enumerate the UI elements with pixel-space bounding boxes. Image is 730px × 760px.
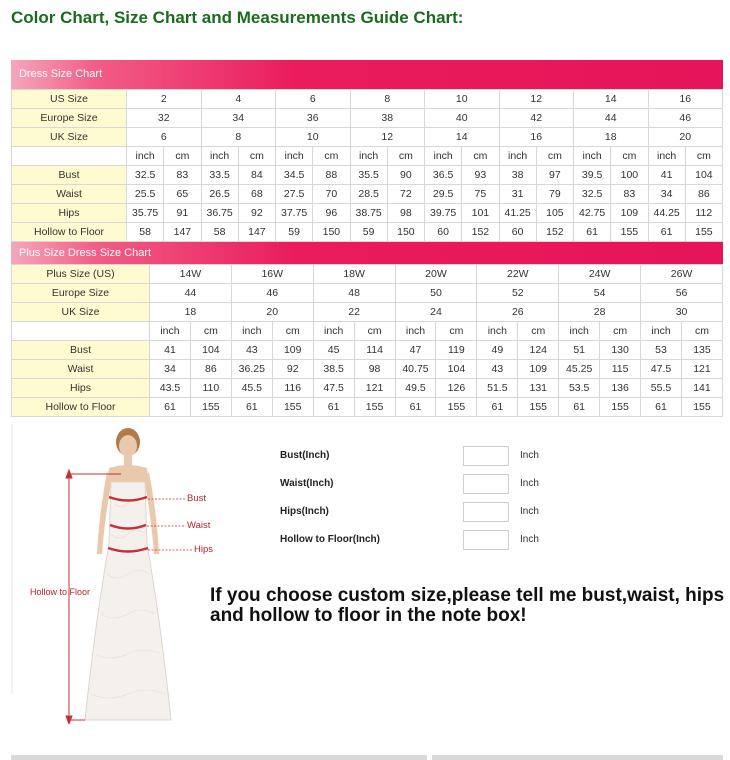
row-label: Hips — [12, 379, 150, 398]
value-cell: 90 — [387, 166, 424, 185]
unit-cell: cm — [313, 147, 350, 166]
bust-field-label: Bust(Inch) — [280, 450, 330, 461]
size-cell: 26W — [641, 265, 723, 284]
table-row — [12, 341, 723, 360]
custom-size-note: If you choose custom size,please tell me bust,waist, hips and hollow to floor in the note box! — [210, 585, 725, 626]
row-label: UK Size — [12, 128, 127, 147]
unit-cell: inch — [395, 322, 436, 341]
size-cell: 8 — [350, 90, 425, 109]
value-cell: 115 — [600, 360, 641, 379]
value-cell: 60 — [499, 223, 536, 242]
value-cell: 38.75 — [350, 204, 387, 223]
size-cell: 6 — [127, 128, 202, 147]
value-cell: 88 — [313, 166, 350, 185]
unit-cell: inch — [559, 322, 600, 341]
table-row — [12, 398, 723, 417]
value-cell: 79 — [536, 185, 573, 204]
value-cell: 96 — [313, 204, 350, 223]
value-cell: 147 — [164, 223, 201, 242]
table-row — [12, 166, 723, 185]
size-cell: 16 — [648, 90, 723, 109]
value-cell: 104 — [685, 166, 722, 185]
units-row — [12, 147, 723, 166]
size-cell: 8 — [201, 128, 276, 147]
value-cell: 131 — [518, 379, 559, 398]
value-cell: 47.5 — [641, 360, 682, 379]
size-cell: 54 — [559, 284, 641, 303]
unit-cell: cm — [611, 147, 648, 166]
value-cell: 47.5 — [313, 379, 354, 398]
row-label: Europe Size — [12, 284, 150, 303]
value-cell: 51 — [559, 341, 600, 360]
value-cell: 121 — [354, 379, 395, 398]
size-cell: 46 — [648, 109, 723, 128]
unit-cell: cm — [164, 147, 201, 166]
plus-chart-title: Plus Size Dress Size Chart — [11, 242, 723, 264]
value-cell: 119 — [436, 341, 477, 360]
table-row — [12, 90, 723, 109]
size-cell: 16 — [499, 128, 574, 147]
value-cell: 126 — [436, 379, 477, 398]
value-cell: 41 — [150, 341, 191, 360]
value-cell: 47 — [395, 341, 436, 360]
value-cell: 36.5 — [425, 166, 462, 185]
value-cell: 130 — [600, 341, 641, 360]
waist-field-label: Waist(Inch) — [280, 478, 334, 489]
value-cell: 91 — [164, 204, 201, 223]
value-cell: 40.75 — [395, 360, 436, 379]
value-cell: 61 — [641, 398, 682, 417]
value-cell: 116 — [272, 379, 313, 398]
value-cell: 43.5 — [150, 379, 191, 398]
hips-unit: Inch — [520, 506, 539, 517]
hollow-input[interactable] — [463, 530, 509, 550]
value-cell: 32.5 — [127, 166, 164, 185]
value-cell: 101 — [462, 204, 499, 223]
value-cell: 61 — [574, 223, 611, 242]
value-cell: 41 — [648, 166, 685, 185]
value-cell: 44.25 — [648, 204, 685, 223]
value-cell: 109 — [611, 204, 648, 223]
size-cell: 10 — [276, 128, 351, 147]
value-cell: 35.75 — [127, 204, 164, 223]
hips-field-label: Hips(Inch) — [280, 506, 329, 517]
value-cell: 36.25 — [231, 360, 272, 379]
value-cell: 75 — [462, 185, 499, 204]
dress-chart-title: Dress Size Chart — [11, 60, 723, 89]
value-cell: 58 — [127, 223, 164, 242]
row-label: Bust — [12, 166, 127, 185]
unit-cell: inch — [499, 147, 536, 166]
size-cell: 2 — [127, 90, 202, 109]
value-cell: 155 — [611, 223, 648, 242]
measurement-guide — [11, 424, 723, 724]
value-cell: 152 — [536, 223, 573, 242]
value-cell: 136 — [600, 379, 641, 398]
unit-cell: cm — [600, 322, 641, 341]
table-row — [12, 379, 723, 398]
row-label: US Size — [12, 90, 127, 109]
value-cell: 135 — [681, 341, 722, 360]
unit-cell: inch — [231, 322, 272, 341]
value-cell: 34 — [648, 185, 685, 204]
value-cell: 68 — [238, 185, 275, 204]
value-cell: 53.5 — [559, 379, 600, 398]
unit-cell: cm — [354, 322, 395, 341]
value-cell: 32.5 — [574, 185, 611, 204]
value-cell: 97 — [536, 166, 573, 185]
waist-input[interactable] — [463, 474, 509, 494]
units-row — [12, 322, 723, 341]
size-cell: 26 — [477, 303, 559, 322]
value-cell: 83 — [611, 185, 648, 204]
row-label: Bust — [12, 341, 150, 360]
value-cell: 147 — [238, 223, 275, 242]
value-cell: 112 — [685, 204, 722, 223]
value-cell: 70 — [313, 185, 350, 204]
value-cell: 155 — [436, 398, 477, 417]
size-cell: 22 — [313, 303, 395, 322]
value-cell: 98 — [354, 360, 395, 379]
value-cell: 42.75 — [574, 204, 611, 223]
value-cell: 124 — [518, 341, 559, 360]
table-row — [12, 109, 723, 128]
row-label: Waist — [12, 185, 127, 204]
value-cell: 39.75 — [425, 204, 462, 223]
size-cell: 14 — [425, 128, 500, 147]
value-cell: 25.5 — [127, 185, 164, 204]
size-cell: 40 — [425, 109, 500, 128]
value-cell: 155 — [354, 398, 395, 417]
value-cell: 98 — [387, 204, 424, 223]
size-cell: 18 — [150, 303, 232, 322]
table-row — [12, 223, 723, 242]
dress-size-chart — [11, 60, 723, 417]
unit-cell: inch — [574, 147, 611, 166]
value-cell: 38 — [499, 166, 536, 185]
value-cell: 141 — [681, 379, 722, 398]
size-cell: 12 — [499, 90, 574, 109]
value-cell: 155 — [681, 398, 722, 417]
unit-cell: inch — [313, 322, 354, 341]
value-cell: 28.5 — [350, 185, 387, 204]
value-cell: 83 — [164, 166, 201, 185]
value-cell: 155 — [190, 398, 231, 417]
unit-cell: cm — [685, 147, 722, 166]
value-cell: 49.5 — [395, 379, 436, 398]
value-cell: 58 — [201, 223, 238, 242]
value-cell: 34.5 — [276, 166, 313, 185]
unit-cell: cm — [387, 147, 424, 166]
plus-size-table — [11, 264, 723, 417]
value-cell: 61 — [395, 398, 436, 417]
row-label — [12, 322, 150, 341]
value-cell: 93 — [462, 166, 499, 185]
size-cell: 18W — [313, 265, 395, 284]
hollow-unit: Inch — [520, 534, 539, 545]
value-cell: 100 — [611, 166, 648, 185]
table-row — [12, 303, 723, 322]
value-cell: 61 — [313, 398, 354, 417]
value-cell: 59 — [350, 223, 387, 242]
value-cell: 45.5 — [231, 379, 272, 398]
value-cell: 114 — [354, 341, 395, 360]
unit-cell: inch — [201, 147, 238, 166]
value-cell: 104 — [190, 341, 231, 360]
dress-size-table — [11, 89, 723, 242]
size-cell: 20 — [648, 128, 723, 147]
unit-cell: inch — [641, 322, 682, 341]
unit-cell: cm — [536, 147, 573, 166]
value-cell: 72 — [387, 185, 424, 204]
table-row — [12, 284, 723, 303]
value-cell: 36.75 — [201, 204, 238, 223]
value-cell: 150 — [313, 223, 350, 242]
unit-cell: cm — [518, 322, 559, 341]
size-cell: 16W — [231, 265, 313, 284]
value-cell: 27.5 — [276, 185, 313, 204]
unit-cell: inch — [150, 322, 191, 341]
hips-label: Hips — [194, 544, 214, 555]
dress-illustration — [11, 424, 214, 724]
value-cell: 152 — [462, 223, 499, 242]
size-cell: 4 — [201, 90, 276, 109]
table-row — [12, 265, 723, 284]
size-cell: 14W — [150, 265, 232, 284]
value-cell: 43 — [477, 360, 518, 379]
value-cell: 61 — [150, 398, 191, 417]
value-cell: 84 — [238, 166, 275, 185]
value-cell: 104 — [436, 360, 477, 379]
size-cell: 32 — [127, 109, 202, 128]
unit-cell: cm — [436, 322, 477, 341]
size-cell: 44 — [150, 284, 232, 303]
value-cell: 33.5 — [201, 166, 238, 185]
unit-cell: cm — [681, 322, 722, 341]
value-cell: 38.5 — [313, 360, 354, 379]
value-cell: 39.5 — [574, 166, 611, 185]
value-cell: 55.5 — [641, 379, 682, 398]
unit-cell: inch — [477, 322, 518, 341]
row-label — [12, 147, 127, 166]
bust-unit: Inch — [520, 450, 539, 461]
hollow-field-label: Hollow to Floor(Inch) — [280, 534, 380, 545]
value-cell: 43 — [231, 341, 272, 360]
size-cell: 6 — [276, 90, 351, 109]
unit-cell: cm — [462, 147, 499, 166]
value-cell: 45.25 — [559, 360, 600, 379]
value-cell: 35.5 — [350, 166, 387, 185]
size-cell: 48 — [313, 284, 395, 303]
unit-cell: inch — [276, 147, 313, 166]
size-cell: 18 — [574, 128, 649, 147]
hips-input[interactable] — [463, 502, 509, 522]
table-row — [12, 128, 723, 147]
value-cell: 49 — [477, 341, 518, 360]
unit-cell: inch — [350, 147, 387, 166]
value-cell: 53 — [641, 341, 682, 360]
unit-cell: cm — [272, 322, 313, 341]
value-cell: 34 — [150, 360, 191, 379]
bust-label: Bust — [187, 493, 207, 504]
value-cell: 155 — [518, 398, 559, 417]
size-cell: 30 — [641, 303, 723, 322]
value-cell: 92 — [238, 204, 275, 223]
waist-unit: Inch — [520, 478, 539, 489]
size-cell: 50 — [395, 284, 477, 303]
bottom-image-strip — [432, 755, 723, 760]
value-cell: 29.5 — [425, 185, 462, 204]
size-cell: 24W — [559, 265, 641, 284]
value-cell: 86 — [685, 185, 722, 204]
value-cell: 61 — [477, 398, 518, 417]
table-row — [12, 185, 723, 204]
size-cell: 12 — [350, 128, 425, 147]
value-cell: 65 — [164, 185, 201, 204]
row-label: Hollow to Floor — [12, 398, 150, 417]
size-cell: 44 — [574, 109, 649, 128]
size-cell: 56 — [641, 284, 723, 303]
value-cell: 60 — [425, 223, 462, 242]
unit-cell: inch — [425, 147, 462, 166]
table-row — [12, 204, 723, 223]
size-cell: 14 — [574, 90, 649, 109]
page-title: Color Chart, Size Chart and Measurements Guide Chart: — [11, 8, 464, 27]
value-cell: 45 — [313, 341, 354, 360]
row-label: UK Size — [12, 303, 150, 322]
value-cell: 61 — [231, 398, 272, 417]
table-row — [12, 360, 723, 379]
value-cell: 37.75 — [276, 204, 313, 223]
size-cell: 10 — [425, 90, 500, 109]
value-cell: 92 — [272, 360, 313, 379]
size-cell: 34 — [201, 109, 276, 128]
size-cell: 52 — [477, 284, 559, 303]
row-label: Europe Size — [12, 109, 127, 128]
unit-cell: inch — [648, 147, 685, 166]
unit-cell: cm — [190, 322, 231, 341]
unit-cell: cm — [238, 147, 275, 166]
value-cell: 121 — [681, 360, 722, 379]
unit-cell: inch — [127, 147, 164, 166]
size-cell: 24 — [395, 303, 477, 322]
value-cell: 105 — [536, 204, 573, 223]
size-cell: 38 — [350, 109, 425, 128]
bottom-image-strip — [11, 755, 427, 760]
value-cell: 86 — [190, 360, 231, 379]
value-cell: 51.5 — [477, 379, 518, 398]
size-cell: 42 — [499, 109, 574, 128]
value-cell: 110 — [190, 379, 231, 398]
size-cell: 20W — [395, 265, 477, 284]
row-label: Plus Size (US) — [12, 265, 150, 284]
value-cell: 109 — [518, 360, 559, 379]
value-cell: 155 — [600, 398, 641, 417]
value-cell: 41.25 — [499, 204, 536, 223]
value-cell: 155 — [685, 223, 722, 242]
hollow-to-floor-label: Hollow to Floor — [30, 587, 91, 597]
size-cell: 28 — [559, 303, 641, 322]
value-cell: 59 — [276, 223, 313, 242]
value-cell: 31 — [499, 185, 536, 204]
value-cell: 26.5 — [201, 185, 238, 204]
size-cell: 22W — [477, 265, 559, 284]
value-cell: 61 — [559, 398, 600, 417]
value-cell: 150 — [387, 223, 424, 242]
value-cell: 109 — [272, 341, 313, 360]
row-label: Hips — [12, 204, 127, 223]
size-cell: 46 — [231, 284, 313, 303]
size-cell: 36 — [276, 109, 351, 128]
size-cell: 20 — [231, 303, 313, 322]
bust-input[interactable] — [463, 446, 509, 466]
waist-label: Waist — [187, 520, 211, 531]
value-cell: 155 — [272, 398, 313, 417]
row-label: Waist — [12, 360, 150, 379]
value-cell: 61 — [648, 223, 685, 242]
row-label: Hollow to Floor — [12, 223, 127, 242]
